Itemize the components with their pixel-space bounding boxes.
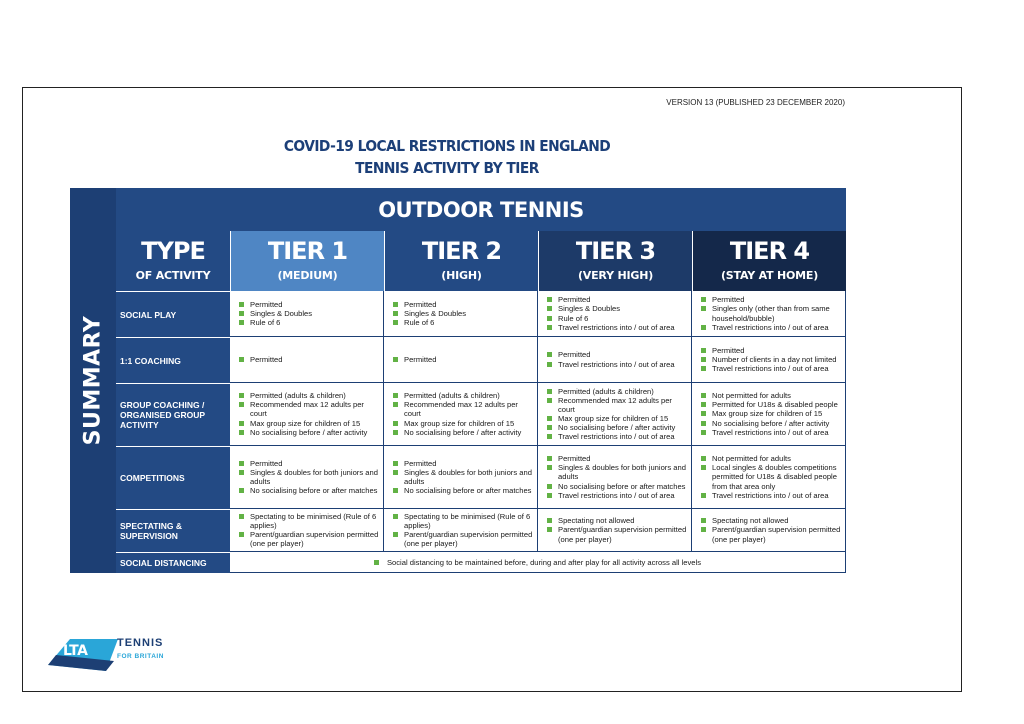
bullet-item: Rule of 6 bbox=[238, 318, 379, 327]
table-cell bbox=[384, 291, 538, 337]
bullet-item: Spectating not allowed bbox=[546, 516, 687, 525]
table-cell bbox=[230, 446, 384, 509]
bullet-item: Permitted bbox=[700, 295, 841, 304]
bullet-item: Permitted bbox=[546, 350, 687, 359]
bullet-item: Singles & Doubles bbox=[238, 309, 379, 318]
bullet-item: Permitted bbox=[700, 346, 841, 355]
row-label: SPECTATING & SUPERVISION bbox=[116, 509, 230, 552]
table-cell bbox=[384, 509, 538, 552]
tier-1-header bbox=[230, 231, 384, 291]
bullet-item: Permitted bbox=[238, 300, 379, 309]
bullet-item: Permitted bbox=[546, 295, 687, 304]
bullet-item: No socialising before / after activity bbox=[546, 423, 687, 432]
bullet-item: Parent/guardian supervision permitted (one per player) bbox=[700, 525, 841, 543]
bullet-item: No socialising before or after matches bbox=[392, 486, 533, 495]
social-distancing-cell bbox=[230, 552, 846, 573]
type-header-big: TYPE bbox=[141, 237, 205, 265]
tier-3-title: TIER 3 bbox=[575, 237, 656, 265]
row-label: SOCIAL PLAY bbox=[116, 291, 230, 337]
bullet-item: Travel restrictions into / out of area bbox=[546, 323, 687, 332]
bullet-item: Permitted (adults & children) bbox=[546, 387, 687, 396]
bullet-item: Max group size for children of 15 bbox=[392, 419, 533, 428]
bullet-item: Travel restrictions into / out of area bbox=[700, 491, 841, 500]
table-cell bbox=[692, 446, 846, 509]
bullet-item: Singles & doubles for both juniors and adults bbox=[238, 468, 379, 486]
bullet-item: Parent/guardian supervision permitted (one per player) bbox=[238, 530, 379, 548]
bullet-item: Max group size for children of 15 bbox=[546, 414, 687, 423]
bullet-item: No socialising before / after activity bbox=[700, 419, 841, 428]
type-header-small: OF ACTIVITY bbox=[135, 269, 211, 282]
bullet-icon bbox=[374, 560, 379, 565]
bullet-item: Local singles & doubles competitions permitted for U18s & disabled people from that area only bbox=[700, 463, 841, 490]
tier-4-title: TIER 4 bbox=[729, 237, 810, 265]
bullet-item: Travel restrictions into / out of area bbox=[700, 364, 841, 373]
bullet-item: No socialising before or after matches bbox=[546, 482, 687, 491]
bullet-item: Recommended max 12 adults per court bbox=[392, 400, 533, 418]
summary-label: SUMMARY bbox=[80, 315, 106, 446]
bullet-item: Permitted bbox=[392, 459, 533, 468]
table-cell bbox=[230, 509, 384, 552]
bullet-item: Singles & doubles for both juniors and adults bbox=[392, 468, 533, 486]
bullet-item: Travel restrictions into / out of area bbox=[700, 428, 841, 437]
bullet-item: Travel restrictions into / out of area bbox=[546, 491, 687, 500]
bullet-item: Rule of 6 bbox=[392, 318, 533, 327]
bullet-item: Singles & Doubles bbox=[392, 309, 533, 318]
table-cell bbox=[538, 337, 692, 383]
table-cell bbox=[538, 291, 692, 337]
table-cell bbox=[692, 291, 846, 337]
table-cell bbox=[538, 509, 692, 552]
table-cell bbox=[230, 291, 384, 337]
bullet-item: Permitted bbox=[392, 300, 533, 309]
bullet-item: Permitted (adults & children) bbox=[238, 391, 379, 400]
tier-2-level: (HIGH) bbox=[441, 269, 482, 282]
bullet-item: Permitted bbox=[238, 355, 379, 364]
bullet-item: No socialising before or after matches bbox=[238, 486, 379, 495]
bullet-item: Permitted bbox=[238, 459, 379, 468]
bullet-item: No socialising before / after activity bbox=[238, 428, 379, 437]
type-of-activity-header bbox=[116, 231, 230, 291]
row-label-social-distancing: SOCIAL DISTANCING bbox=[116, 552, 230, 573]
bullet-item: Parent/guardian supervision permitted (one per player) bbox=[392, 530, 533, 548]
logo-text-for-britain: FOR BRITAIN bbox=[117, 653, 164, 660]
bullet-item: Travel restrictions into / out of area bbox=[546, 360, 687, 369]
table-cell bbox=[538, 383, 692, 446]
bullet-item: Spectating to be minimised (Rule of 6 applies) bbox=[238, 512, 379, 530]
row-label: COMPETITIONS bbox=[116, 446, 230, 509]
bullet-item: Singles & Doubles bbox=[546, 304, 687, 313]
bullet-item: Number of clients in a day not limited bbox=[700, 355, 841, 364]
bullet-item: Travel restrictions into / out of area bbox=[700, 323, 841, 332]
table-cell bbox=[384, 383, 538, 446]
tier-1-level: (MEDIUM) bbox=[277, 269, 338, 282]
bullet-item: Recommended max 12 adults per court bbox=[546, 396, 687, 414]
bullet-item: Permitted for U18s & disabled people bbox=[700, 400, 841, 409]
table-cell bbox=[384, 337, 538, 383]
tier-2-header bbox=[384, 231, 538, 291]
tier-4-header bbox=[692, 231, 846, 291]
outdoor-tennis-header: OUTDOOR TENNIS bbox=[116, 188, 846, 231]
bullet-item: Singles & doubles for both juniors and adults bbox=[546, 463, 687, 481]
bullet-item: Permitted (adults & children) bbox=[392, 391, 533, 400]
bullet-item: Permitted bbox=[392, 355, 533, 364]
table-cell bbox=[692, 383, 846, 446]
tier-3-header bbox=[538, 231, 692, 291]
bullet-item: Max group size for children of 15 bbox=[700, 409, 841, 418]
bullet-item: Not permitted for adults bbox=[700, 391, 841, 400]
summary-sidebar bbox=[70, 188, 116, 573]
bullet-item: Spectating to be minimised (Rule of 6 applies) bbox=[392, 512, 533, 530]
table-cell bbox=[230, 337, 384, 383]
page-title: COVID-19 LOCAL RESTRICTIONS IN ENGLAND bbox=[283, 137, 611, 155]
table-cell bbox=[538, 446, 692, 509]
bullet-item: Parent/guardian supervision permitted (one per player) bbox=[546, 525, 687, 543]
logo-mark: LTA bbox=[63, 643, 88, 659]
logo-text-tennis: TENNIS bbox=[117, 637, 164, 649]
table-cell bbox=[692, 509, 846, 552]
version-label: VERSION 13 (PUBLISHED 23 DECEMBER 2020) bbox=[666, 98, 845, 107]
bullet-item: Rule of 6 bbox=[546, 314, 687, 323]
bullet-item: Travel restrictions into / out of area bbox=[546, 432, 687, 441]
bullet-item: No socialising before / after activity bbox=[392, 428, 533, 437]
tier-3-level: (VERY HIGH) bbox=[577, 269, 654, 282]
bullet-item: Not permitted for adults bbox=[700, 454, 841, 463]
bullet-item: Recommended max 12 adults per court bbox=[238, 400, 379, 418]
bullet-item: Max group size for children of 15 bbox=[238, 419, 379, 428]
tier-2-title: TIER 2 bbox=[421, 237, 502, 265]
row-label: GROUP COACHING / ORGANISED GROUP ACTIVITY bbox=[116, 383, 230, 446]
table-cell bbox=[230, 383, 384, 446]
tier-1-title: TIER 1 bbox=[267, 237, 348, 265]
bullet-item: Spectating not allowed bbox=[700, 516, 841, 525]
row-label: 1:1 COACHING bbox=[116, 337, 230, 383]
table-cell bbox=[384, 446, 538, 509]
social-distancing-text: Social distancing to be maintained before, during and after play for all activity across all levels bbox=[386, 557, 702, 567]
table-cell bbox=[692, 337, 846, 383]
bullet-item: Permitted bbox=[546, 454, 687, 463]
bullet-item: Singles only (other than from same household/bubble) bbox=[700, 304, 841, 322]
tier-4-level: (STAY AT HOME) bbox=[720, 269, 819, 282]
page-subtitle: TENNIS ACTIVITY BY TIER bbox=[355, 159, 539, 177]
